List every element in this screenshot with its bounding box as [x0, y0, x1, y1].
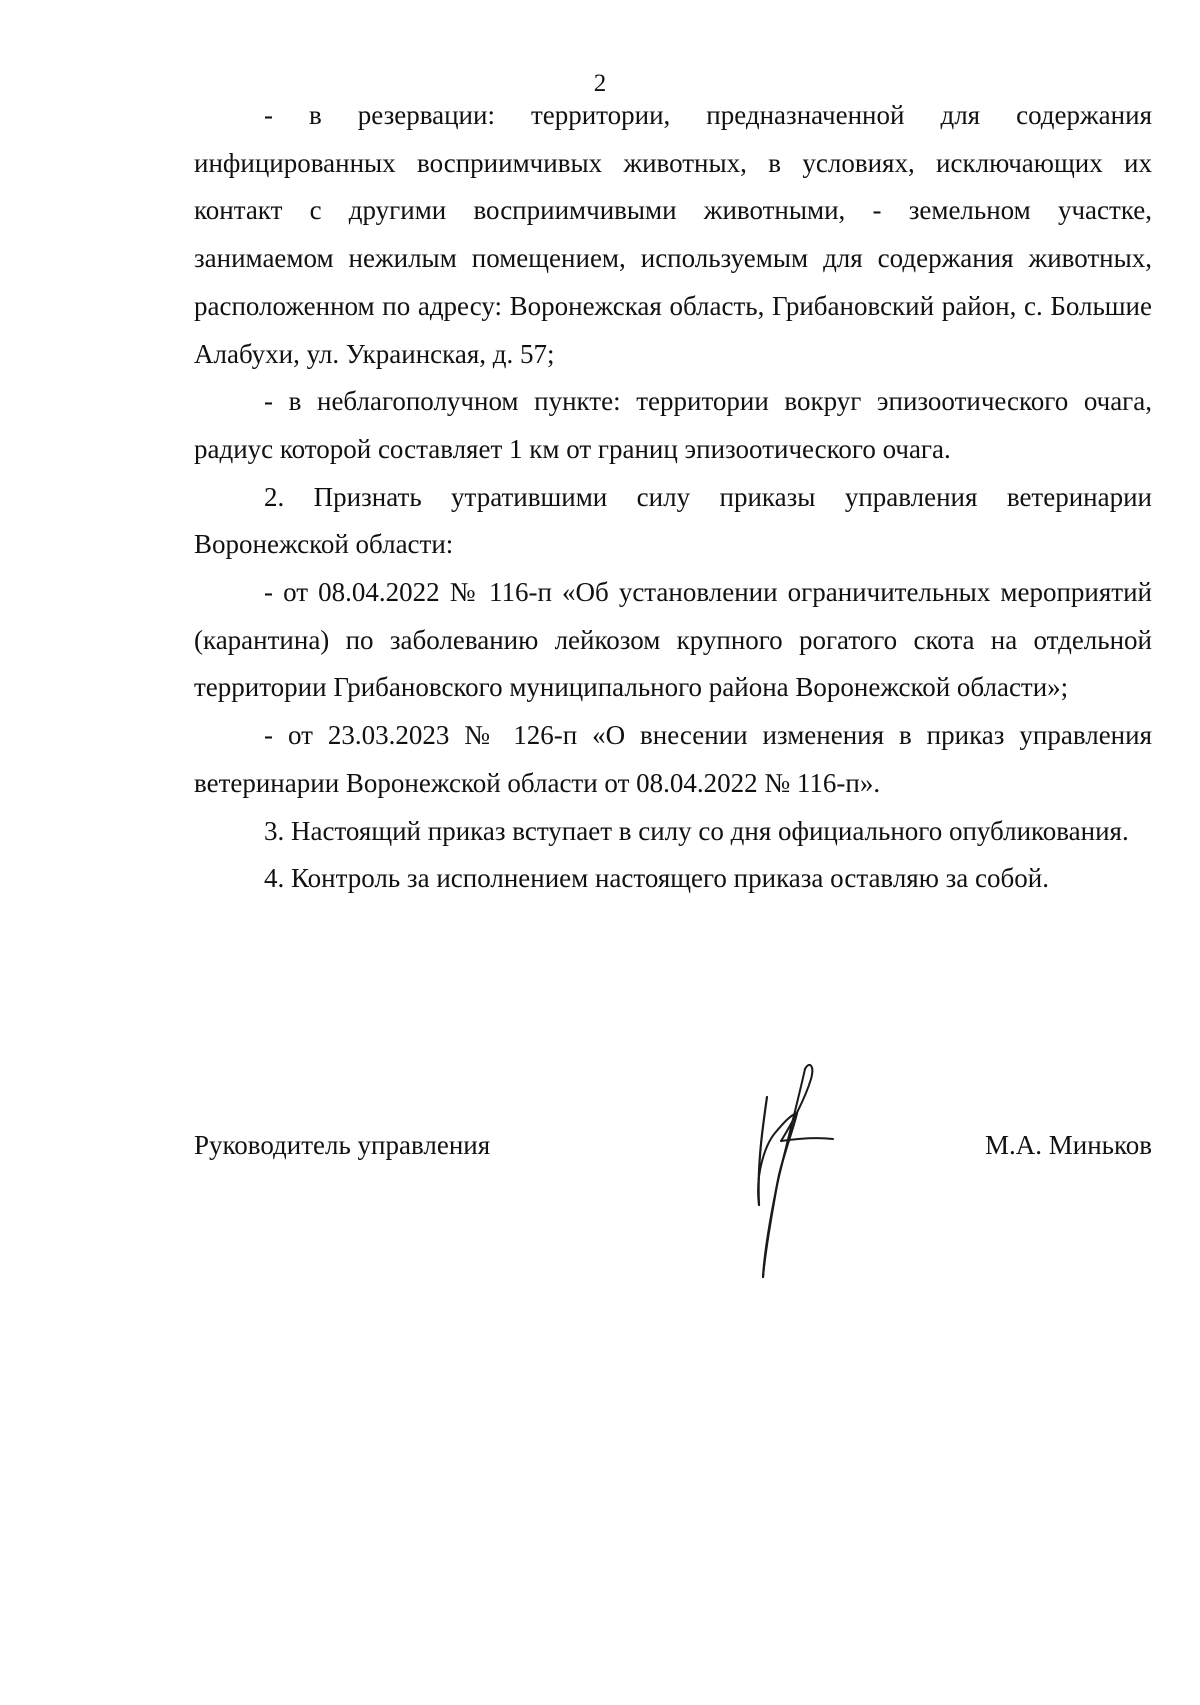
signatory-position: Руководитель управления: [194, 1130, 491, 1160]
paragraph-effective: 3. Настоящий приказ вступает в силу со дня официального опубликования.: [264, 815, 1129, 846]
paragraph-reservation: - в резервации: территории, предназначенной для содержания инфицированных восприимчивых животных, в условиях, исключающих их контакт с другими восприимчивыми животными, - земельном участке, занимаемом нежилым помещением, используемым для содержания животных, расположенном по адресу: Воронежская область, Грибановский район, с. Большие Алабухи, ул. Украинская, д. 57;: [194, 100, 1152, 369]
paragraph-order-116: - от 08.04.2022 № 116-п «Об установлении ограничительных мероприятий (карантина) по заболеванию лейкозом крупного рогатого скота на отдельной территории Грибановского муниципального района Воронежской области»;: [194, 577, 1152, 703]
paragraph-control: 4. Контроль за исполнением настоящего приказа оставляю за собой.: [264, 863, 1049, 894]
signature-block: [194, 1130, 1152, 1170]
paragraph-repeal: 2. Признать утратившими силу приказы управления ветеринарии Воронежской области:: [194, 481, 1152, 560]
page-number: 2: [593, 70, 607, 97]
document-body: [194, 92, 1152, 903]
paragraph-order-126: - от 23.03.2023 № 126-п «О внесении изменения в приказ управления ветеринарии Воронежской области от 08.04.2022 № 116-п».: [194, 720, 1152, 798]
handwritten-signature: [735, 1055, 835, 1285]
paragraph-affected-point: - в неблагополучном пункте: территории вокруг эпизоотического очага, радиус которой составляет 1 км от границ эпизоотического очага.: [194, 386, 1152, 464]
signatory-name: М.А. Миньков: [985, 1130, 1152, 1160]
